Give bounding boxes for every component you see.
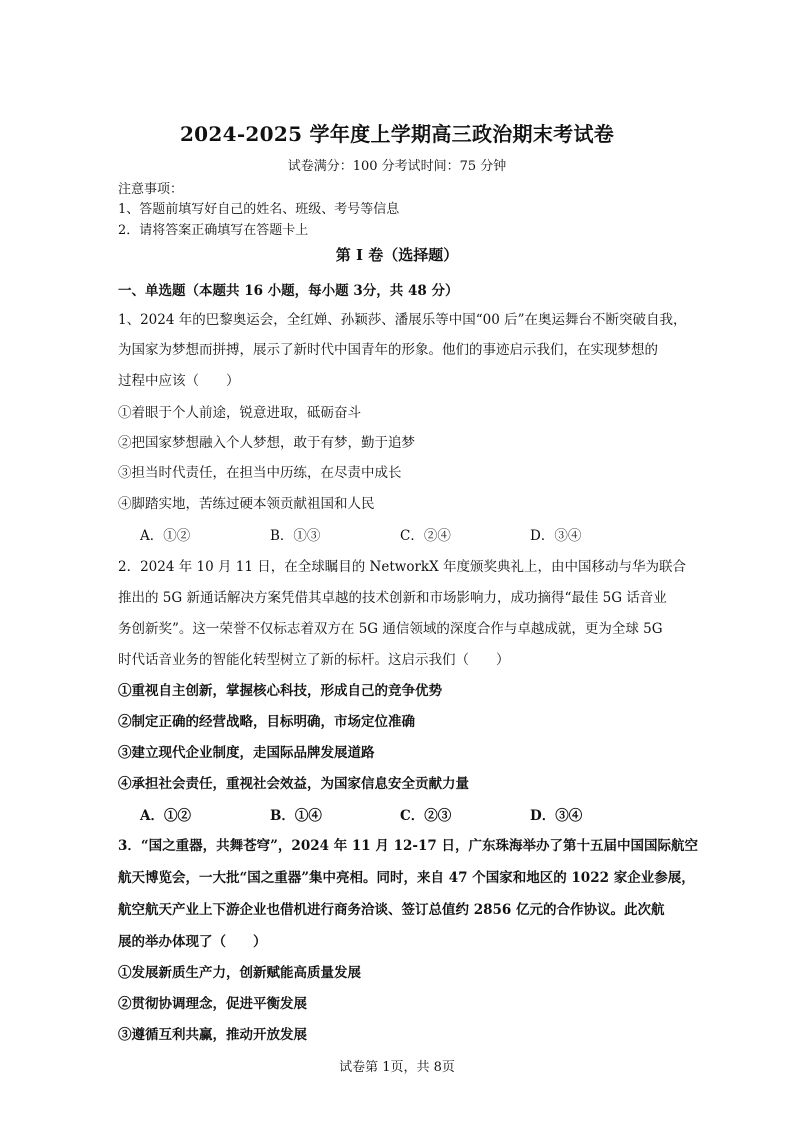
q2-choices: [140, 804, 660, 824]
q3-stem-line-2: 航天博览会，一大批“国之重器”集中亮相。同时，来自 47 个国家和地区的 1022 家企业参展，: [118, 870, 695, 886]
q2-option-4: ④承担社会责任，重视社会效益，为国家信息安全贡献力量: [118, 776, 469, 792]
q1-stem-line-1: 1、2024 年的巴黎奥运会，全红婵、孙颖莎、潘展乐等中国“00 后”在奥运舞台不断突破自我，: [118, 312, 687, 328]
notice-item-2: 2．请将答案正确填写在答题卡上: [118, 223, 309, 238]
q2-choice-b[interactable]: B．①④: [270, 808, 322, 824]
section-title: 第 I 卷（选择题）: [335, 246, 459, 264]
part-heading: 一、单选题（本题共 16 小题，每小题 3分，共 48 分）: [118, 283, 459, 299]
q1-stem-line-2: 为国家为梦想而拼搏，展示了新时代中国青年的形象。他们的事迹启示我们，在实现梦想的: [118, 342, 658, 358]
q2-option-1: ①重视自主创新，掌握核心科技，形成自己的竞争优势: [118, 683, 442, 699]
q1-option-3: ③担当时代责任，在担当中历练，在尽责中成长: [118, 465, 402, 481]
q3-option-1: ①发展新质生产力，创新赋能高质量发展: [118, 965, 361, 981]
q3-stem-line-1: 3．“国之重器，共舞苍穹”，2024 年 11 月 12-17 日，广东珠海举办了第十五届中国国际航空: [118, 838, 698, 854]
q1-choice-a[interactable]: A．①②: [140, 528, 191, 544]
q2-choice-c[interactable]: C．②③: [400, 808, 452, 824]
q2-stem-line-1: 2．2024 年 10 月 11 日，在全球瞩目的 NetworkX 年度颁奖典礼上，由中国移动与华为联合: [118, 559, 686, 575]
q1-option-4: ④脚踏实地，苦练过硬本领贡献祖国和人民: [118, 496, 375, 512]
q3-stem-line-3: 航空航天产业上下游企业也借机进行商务洽谈、签订总值约 2856 亿元的合作协议。此次航: [118, 902, 665, 918]
q1-choices: [140, 524, 660, 544]
q2-choice-a[interactable]: A．①②: [140, 808, 191, 824]
q1-choice-d[interactable]: D．③④: [530, 528, 582, 544]
q1-choice-c[interactable]: C．②④: [400, 528, 451, 544]
q2-stem-line-4: 时代话音业务的智能化转型树立了新的标杆。这启示我们（ ）: [118, 652, 510, 668]
q1-choice-b[interactable]: B．①③: [270, 528, 321, 544]
exam-subtitle: 试卷满分：100 分考试时间：75 分钟: [287, 159, 507, 174]
q3-option-3: ③遵循互利共赢，推动开放发展: [118, 1027, 307, 1043]
page-footer: 试卷第 1页，共 8页: [339, 1060, 455, 1075]
notice-item-1: 1、答题前填写好自己的姓名、班级、考号等信息: [118, 202, 400, 217]
q3-option-2: ②贯彻协调理念，促进平衡发展: [118, 996, 307, 1012]
q2-option-3: ③建立现代企业制度，走国际品牌发展道路: [118, 745, 375, 761]
exam-title: 2024-2025 学年度上学期高三政治期末考试卷: [179, 122, 615, 146]
q1-option-1: ①着眼于个人前途，锐意进取，砥砺奋斗: [118, 405, 361, 421]
q2-stem-line-3: 务创新奖”。这一荣誉不仅标志着双方在 5G 通信领域的深度合作与卓越成就，更为全球 5G: [118, 621, 663, 637]
q2-stem-line-2: 推出的 5G 新通话解决方案凭借其卓越的技术创新和市场影响力，成功摘得“最佳 5G 话音业: [118, 590, 667, 606]
q2-choice-d[interactable]: D．③④: [530, 808, 583, 824]
q1-stem-line-3: 过程中应该（ ）: [118, 373, 240, 389]
q3-stem-line-4: 展的举办体现了（ ）: [118, 934, 267, 950]
notice-heading: 注意事项：: [118, 182, 184, 197]
q1-option-2: ②把国家梦想融入个人梦想，敢于有梦，勤于追梦: [118, 435, 415, 451]
q2-option-2: ②制定正确的经营战略，目标明确，市场定位准确: [118, 714, 415, 730]
